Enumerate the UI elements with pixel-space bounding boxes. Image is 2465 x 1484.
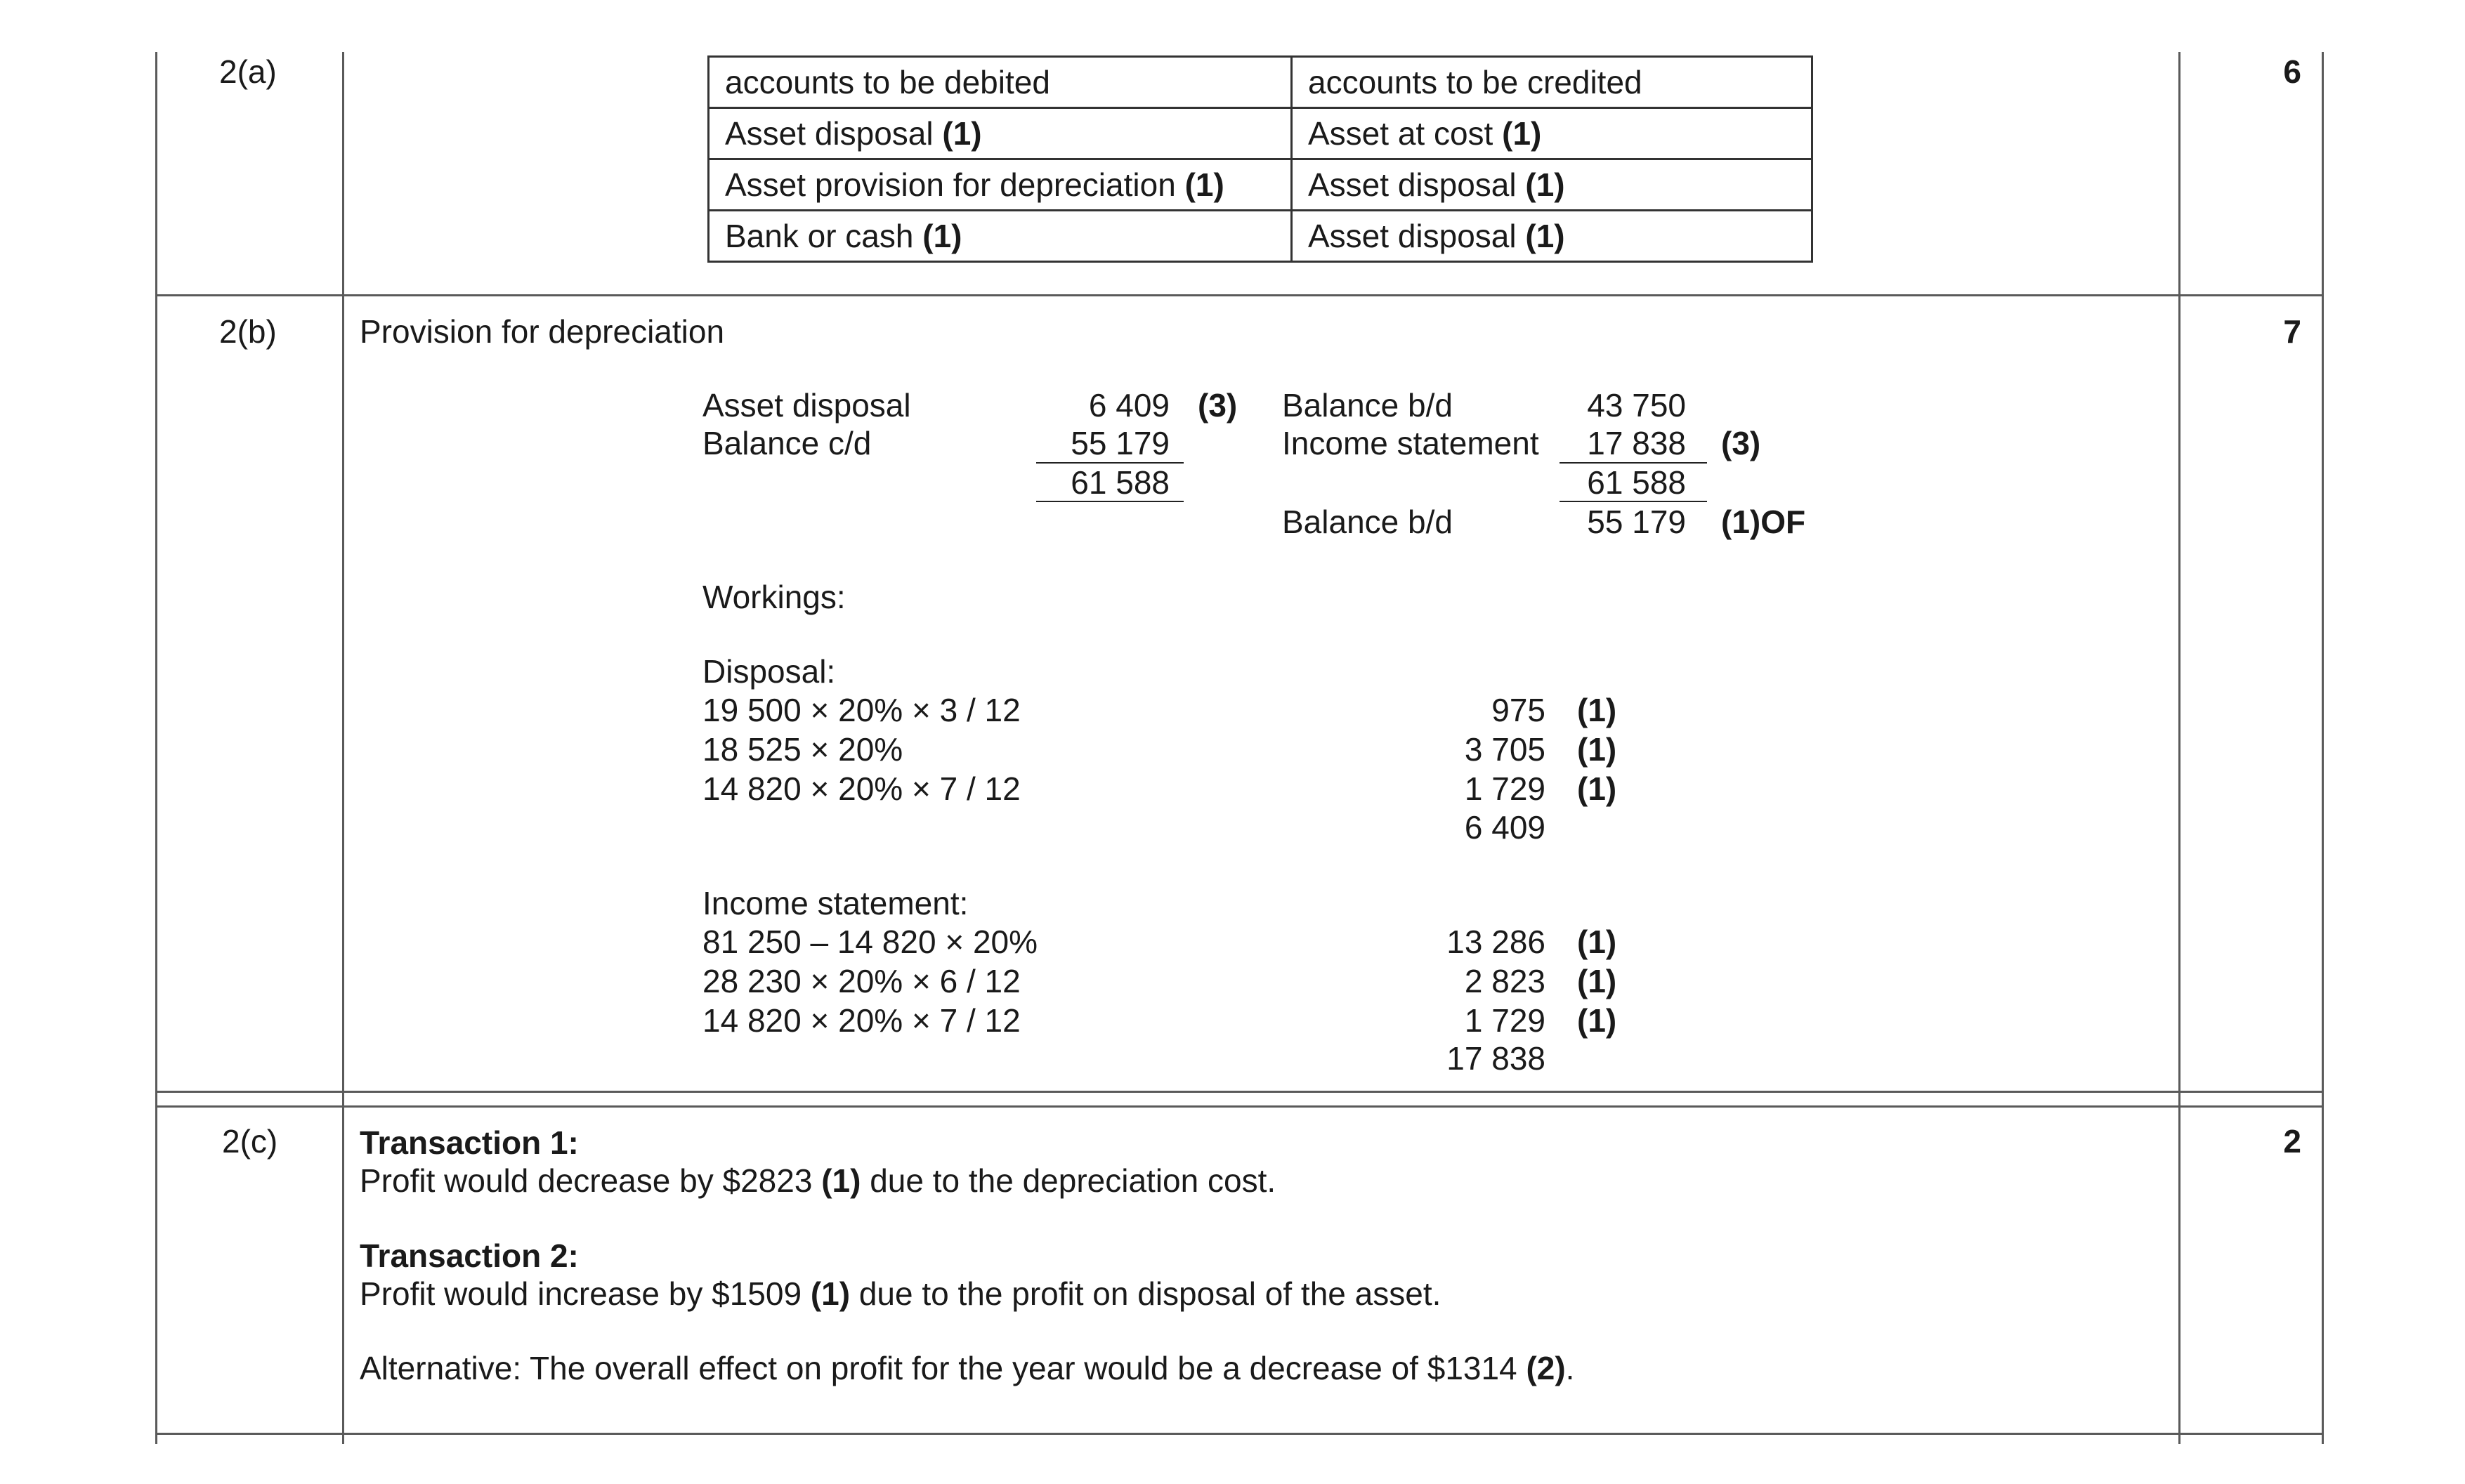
working-mark: (1): [1577, 731, 1617, 768]
credit-account: Asset disposal: [1308, 218, 1517, 254]
grid-line-left: [155, 52, 157, 1444]
working-total: 17 838: [1446, 1040, 1545, 1077]
mark: (1): [1502, 115, 1542, 152]
ledger-credit-label: Income statement: [1282, 425, 1539, 461]
mark: (1): [1184, 166, 1224, 203]
ledger-debit-label: Balance c/d: [702, 425, 872, 461]
ledger-debit-label: Asset disposal: [702, 387, 911, 423]
working-calc: 14 820 × 20% × 7 / 12: [702, 1002, 1021, 1039]
ledger-rule: [1036, 501, 1184, 502]
working-calc: 28 230 × 20% × 6 / 12: [702, 963, 1021, 999]
row-divider-bottom: [155, 1433, 2324, 1435]
mark: (1): [1525, 218, 1565, 254]
mark: (1): [810, 1275, 851, 1312]
mark: (1): [1525, 166, 1565, 203]
transaction-1-heading: Transaction 1:: [360, 1124, 579, 1161]
answer-text: due to the profit on disposal of the asset.: [850, 1275, 1441, 1312]
question-number-2c: 2(c): [222, 1123, 278, 1160]
working-mark: (1): [1577, 924, 1617, 960]
transaction-2-heading: Transaction 2:: [360, 1237, 579, 1274]
ledger-balance-bd-label: Balance b/d: [1282, 504, 1453, 540]
mark: (1): [922, 218, 962, 254]
double-entry-table: [707, 55, 1813, 263]
ledger-mark: (3): [1198, 387, 1238, 423]
section-title: Provision for depreciation: [360, 313, 725, 350]
ledger-mark: (1)OF: [1721, 504, 1806, 540]
ledger-credit-label: Balance b/d: [1282, 387, 1453, 423]
working-mark: (1): [1577, 963, 1617, 999]
mark: (1): [821, 1162, 861, 1199]
debit-account: Asset disposal: [725, 115, 934, 152]
working-total: 6 409: [1464, 809, 1545, 846]
mark: (2): [1526, 1350, 1566, 1386]
working-calc: 19 500 × 20% × 3 / 12: [702, 692, 1021, 728]
debit-account: Bank or cash: [725, 218, 914, 254]
ledger-credit-total: 61 588: [1587, 464, 1686, 501]
ledger-credit-amount: 17 838: [1587, 425, 1686, 461]
disposal-heading: Disposal:: [702, 653, 836, 690]
working-calc: 81 250 – 14 820 × 20%: [702, 924, 1038, 960]
ledger-debit-amount: 6 409: [1088, 387, 1170, 423]
answer-text: Profit would increase by $1509: [360, 1275, 811, 1312]
credit-account: Asset at cost: [1308, 115, 1493, 152]
working-amount: 3 705: [1464, 731, 1545, 768]
grid-line-right: [2322, 52, 2324, 1444]
row-divider-b-c-1: [155, 1091, 2324, 1093]
row-divider-b-c-2: [155, 1105, 2324, 1108]
table-row: [709, 108, 1812, 159]
header-debited: accounts to be debited: [709, 57, 1292, 108]
working-amount: 1 729: [1464, 770, 1545, 807]
marks-2a: 6: [2283, 53, 2301, 90]
working-amount: 13 286: [1446, 924, 1545, 960]
grid-line-col2: [2178, 52, 2180, 1444]
working-amount: 2 823: [1464, 963, 1545, 999]
marks-2c: 2: [2283, 1123, 2301, 1160]
ledger-debit-amount: 55 179: [1071, 425, 1170, 461]
ledger-debit-total: 61 588: [1071, 464, 1170, 501]
working-amount: 1 729: [1464, 1002, 1545, 1039]
answer-text: Alternative: The overall effect on profit for the year would be a decrease of $1314: [360, 1350, 1526, 1386]
ledger-balance-bd-amount: 55 179: [1587, 504, 1686, 540]
question-number-2a: 2(a): [219, 53, 277, 90]
working-mark: (1): [1577, 770, 1617, 807]
table-header-row: [709, 57, 1812, 108]
working-mark: (1): [1577, 1002, 1617, 1039]
working-calc: 18 525 × 20%: [702, 731, 903, 768]
header-credited: accounts to be credited: [1292, 57, 1812, 108]
transaction-2-text: [360, 1275, 1441, 1313]
marks-2b: 7: [2283, 313, 2301, 350]
debit-account: Asset provision for depreciation: [725, 166, 1176, 203]
answer-text: due to the depreciation cost.: [861, 1162, 1276, 1199]
row-divider-a-b: [155, 294, 2324, 296]
question-number-2b: 2(b): [219, 313, 277, 350]
workings-label: Workings:: [702, 579, 846, 615]
table-row: [709, 211, 1812, 262]
mark: (1): [942, 115, 982, 152]
table-row: [709, 159, 1812, 211]
ledger-credit-amount: 43 750: [1587, 387, 1686, 423]
answer-text: .: [1565, 1350, 1575, 1386]
answer-text: Profit would decrease by $2823: [360, 1162, 822, 1199]
working-mark: (1): [1577, 692, 1617, 728]
ledger-rule: [1560, 501, 1707, 502]
working-amount: 975: [1491, 692, 1545, 728]
credit-account: Asset disposal: [1308, 166, 1517, 203]
working-calc: 14 820 × 20% × 7 / 12: [702, 770, 1021, 807]
transaction-1-text: [360, 1162, 1276, 1200]
grid-line-col1: [342, 52, 344, 1444]
alternative-text: [360, 1349, 1574, 1387]
ledger-mark: (3): [1721, 425, 1761, 461]
income-statement-heading: Income statement:: [702, 885, 969, 921]
